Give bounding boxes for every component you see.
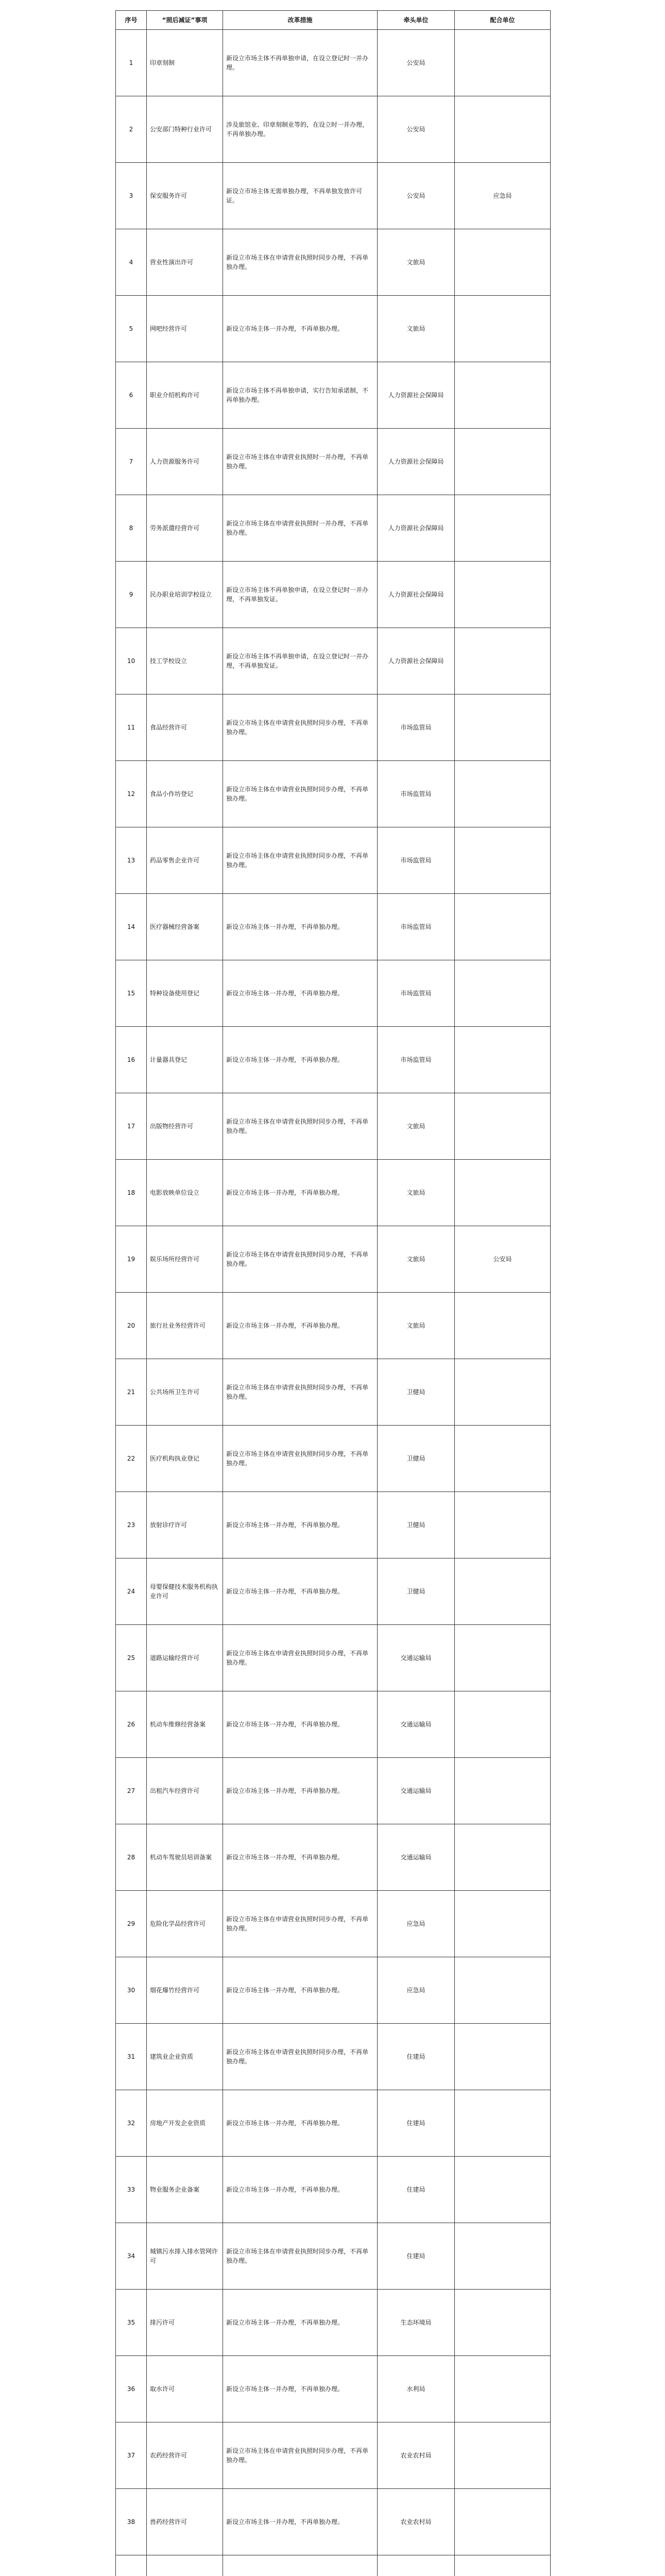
- row-support-dept: [455, 1426, 551, 1492]
- row-item: 公安部门特种行业许可: [147, 96, 223, 163]
- row-support-dept: [455, 1957, 551, 2024]
- row-measure: 新设立市场主体在申请营业执照时同步办理，不再单独办理。: [223, 1891, 378, 1957]
- table-row: [116, 1160, 551, 1226]
- row-measure: 新设立市场主体在申请营业执照时同步办理，不再单独办理。: [223, 2422, 378, 2489]
- row-measure: 新设立市场主体在申请营业执照时同步办理，不再单独办理。: [223, 761, 378, 827]
- row-measure: 新设立市场主体在申请营业执照时同步办理，不再单独办理。: [223, 2024, 378, 2090]
- row-support-dept: [455, 2024, 551, 2090]
- table-row: [116, 1891, 551, 1957]
- row-item: 取水许可: [147, 2356, 223, 2422]
- row-number: 28: [116, 1824, 147, 1891]
- row-lead-dept: 应急局: [378, 1957, 455, 2024]
- row-support-dept: [455, 2356, 551, 2422]
- row-lead-dept: 文旅局: [378, 1293, 455, 1359]
- row-lead-dept: 市场监管局: [378, 960, 455, 1027]
- row-support-dept: [455, 229, 551, 296]
- row-measure: 新设立市场主体一并办理，不再单独办理。: [223, 1957, 378, 2024]
- row-measure: 新设立市场主体在申请营业执照时一并办理，不再单独办理。: [223, 429, 378, 495]
- row-number: 30: [116, 1957, 147, 2024]
- row-lead-dept: 公安局: [378, 163, 455, 229]
- row-lead-dept: 应急局: [378, 1891, 455, 1957]
- row-number: 26: [116, 1691, 147, 1758]
- row-lead-dept: 文旅局: [378, 296, 455, 362]
- row-support-dept: [455, 2290, 551, 2356]
- row-item: 兽药经营许可: [147, 2489, 223, 2555]
- table-row: [116, 2356, 551, 2422]
- row-item: 机动车维修经营备案: [147, 1691, 223, 1758]
- row-lead-dept: 市场监管局: [378, 1027, 455, 1093]
- table-row: [116, 1093, 551, 1160]
- row-measure: 新设立市场主体一并办理，不再单独办理。: [223, 296, 378, 362]
- row-item: 食品小作坊登记: [147, 761, 223, 827]
- row-item: 保安服务许可: [147, 163, 223, 229]
- row-support-dept: [455, 2555, 551, 2576]
- header-item: “照后减证”事项: [147, 11, 223, 30]
- row-support-dept: [455, 429, 551, 495]
- table-row: [116, 894, 551, 960]
- row-support-dept: [455, 960, 551, 1027]
- table-row: [116, 1359, 551, 1426]
- row-support-dept: [455, 2223, 551, 2290]
- row-measure: 新设立市场主体在申请营业执照时一并办理，不再单独办理。: [223, 495, 378, 562]
- table-row: [116, 1625, 551, 1691]
- row-number: 15: [116, 960, 147, 1027]
- row-lead-dept: 水利局: [378, 2356, 455, 2422]
- table-row: [116, 827, 551, 894]
- row-support-dept: [455, 1824, 551, 1891]
- table-row: [116, 1226, 551, 1293]
- row-lead-dept: 人力资源社会保障局: [378, 362, 455, 429]
- row-item: 母婴保健技术服务机构执业许可: [147, 1558, 223, 1625]
- row-number: 7: [116, 429, 147, 495]
- row-number: 23: [116, 1492, 147, 1558]
- table-row: [116, 628, 551, 694]
- table-row: [116, 495, 551, 562]
- row-support-dept: [455, 296, 551, 362]
- row-number: 19: [116, 1226, 147, 1293]
- row-number: 21: [116, 1359, 147, 1426]
- row-lead-dept: 交通运输局: [378, 1758, 455, 1824]
- row-lead-dept: 人力资源社会保障局: [378, 628, 455, 694]
- table-row: [116, 2422, 551, 2489]
- row-lead-dept: 农业农村局: [378, 2422, 455, 2489]
- row-number: 4: [116, 229, 147, 296]
- row-support-dept: [455, 1625, 551, 1691]
- row-support-dept: [455, 2090, 551, 2157]
- row-number: 8: [116, 495, 147, 562]
- table-row: [116, 1558, 551, 1625]
- row-measure: 新设立市场主体在申请营业执照时同步办理，不再单独办理。: [223, 2223, 378, 2290]
- row-lead-dept: 文旅局: [378, 229, 455, 296]
- row-measure: 新设立市场主体一并办理，不再单独办理。: [223, 1758, 378, 1824]
- row-support-dept: [455, 562, 551, 628]
- table-row: [116, 296, 551, 362]
- row-number: 17: [116, 1093, 147, 1160]
- row-item: 食品经营许可: [147, 694, 223, 761]
- row-measure: 新设立市场主体在申请营业执照时同步办理，不再单独办理。: [223, 694, 378, 761]
- table-row: [116, 694, 551, 761]
- row-measure: 新设立市场主体一并办理，不再单独办理。: [223, 1558, 378, 1625]
- row-item: 城镇污水排入排水管网许可: [147, 2223, 223, 2290]
- table-row: [116, 30, 551, 96]
- row-support-dept: [455, 694, 551, 761]
- header-no: 序号: [116, 11, 147, 30]
- row-lead-dept: 交通运输局: [378, 1824, 455, 1891]
- row-support-dept: [455, 2157, 551, 2223]
- row-item: 房地产开发企业资质: [147, 2090, 223, 2157]
- header-lead-dept: 牵头单位: [378, 11, 455, 30]
- row-measure: 新设立市场主体一并办理，不再单独办理。: [223, 1293, 378, 1359]
- row-number: 36: [116, 2356, 147, 2422]
- row-measure: 新设立市场主体在申请营业执照时同步办理，不再单独办理。: [223, 1625, 378, 1691]
- row-lead-dept: 住建局: [378, 2157, 455, 2223]
- row-support-dept: [455, 362, 551, 429]
- header-measure: 改革措施: [223, 11, 378, 30]
- row-item: 排污许可: [147, 2290, 223, 2356]
- table-row: [116, 1957, 551, 2024]
- row-measure: 新设立市场主体一并办理，不再单独办理。: [223, 2356, 378, 2422]
- row-item: 劳务派遣经营许可: [147, 495, 223, 562]
- row-lead-dept: 市场监管局: [378, 827, 455, 894]
- row-item: 公共场所卫生许可: [147, 1359, 223, 1426]
- table-row: [116, 1027, 551, 1093]
- row-support-dept: [455, 1293, 551, 1359]
- row-measure: 新设立市场主体在申请营业执照时同步办理，不再单独办理。: [223, 1226, 378, 1293]
- row-number: 9: [116, 562, 147, 628]
- row-support-dept: [455, 1492, 551, 1558]
- row-lead-dept: 市场监管局: [378, 761, 455, 827]
- row-lead-dept: 公安局: [378, 30, 455, 96]
- row-measure: 新设立市场主体一并办理，不再单独办理。: [223, 2090, 378, 2157]
- row-number: 13: [116, 827, 147, 894]
- row-measure: 新设立市场主体在申请营业执照时同步办理，不再单独办理。: [223, 827, 378, 894]
- row-measure: 新设立市场主体一并办理，不再单独办理。: [223, 894, 378, 960]
- row-lead-dept: 交通运输局: [378, 1625, 455, 1691]
- table-body: [116, 30, 551, 2576]
- row-support-dept: [455, 1891, 551, 1957]
- row-item: 印章刻制: [147, 30, 223, 96]
- row-item: 网吧经营许可: [147, 296, 223, 362]
- row-number: 6: [116, 362, 147, 429]
- row-support-dept: [455, 1558, 551, 1625]
- row-number: 34: [116, 2223, 147, 2290]
- row-measure: 新设立市场主体在申请营业执照时同步办理，不再单独办理。: [223, 1359, 378, 1426]
- row-number: 11: [116, 694, 147, 761]
- row-lead-dept: 生态环境局: [378, 2290, 455, 2356]
- table-row: [116, 2223, 551, 2290]
- row-support-dept: [455, 894, 551, 960]
- row-number: 3: [116, 163, 147, 229]
- row-measure: 新设立市场主体一并办理，不再单独办理。: [223, 2290, 378, 2356]
- row-measure: [223, 2555, 378, 2576]
- row-number: 22: [116, 1426, 147, 1492]
- table-row: [116, 1691, 551, 1758]
- row-measure: 新设立市场主体无需单独办理，不再单独发放许可证。: [223, 163, 378, 229]
- row-item: 旅行社业务经营许可: [147, 1293, 223, 1359]
- row-item: 农药经营许可: [147, 2422, 223, 2489]
- row-support-dept: 应急局: [455, 163, 551, 229]
- row-support-dept: [455, 628, 551, 694]
- row-lead-dept: 市场监管局: [378, 894, 455, 960]
- row-item: 特种设备使用登记: [147, 960, 223, 1027]
- table-row: [116, 1824, 551, 1891]
- row-support-dept: [455, 827, 551, 894]
- row-item: 放射诊疗许可: [147, 1492, 223, 1558]
- row-number: 20: [116, 1293, 147, 1359]
- row-number: 29: [116, 1891, 147, 1957]
- row-lead-dept: 卫健局: [378, 1558, 455, 1625]
- row-number: 12: [116, 761, 147, 827]
- table-row: [116, 163, 551, 229]
- row-lead-dept: 农业农村局: [378, 2489, 455, 2555]
- row-number: 14: [116, 894, 147, 960]
- row-lead-dept: 卫健局: [378, 1492, 455, 1558]
- row-support-dept: 公安局: [455, 1226, 551, 1293]
- row-lead-dept: 卫健局: [378, 1359, 455, 1426]
- row-support-dept: [455, 2422, 551, 2489]
- row-item: 民办职业培训学校设立: [147, 562, 223, 628]
- row-number: 16: [116, 1027, 147, 1093]
- row-lead-dept: 文旅局: [378, 1093, 455, 1160]
- row-lead-dept: 住建局: [378, 2024, 455, 2090]
- table-row: [116, 2290, 551, 2356]
- row-measure: 新设立市场主体一并办理，不再单独办理。: [223, 2489, 378, 2555]
- table-row: [116, 1293, 551, 1359]
- row-number: [116, 2555, 147, 2576]
- row-measure: 新设立市场主体一并办理，不再单独办理。: [223, 1160, 378, 1226]
- table-row: [116, 1758, 551, 1824]
- row-measure: 新设立市场主体在申请营业执照时同步办理，不再单独办理。: [223, 229, 378, 296]
- row-support-dept: [455, 1160, 551, 1226]
- row-measure: 新设立市场主体不再单独申请，在设立登记时一并办理，不再单独发证。: [223, 562, 378, 628]
- table-row: [116, 2024, 551, 2090]
- table-header-row: [116, 11, 551, 30]
- row-number: 18: [116, 1160, 147, 1226]
- table-row: [116, 2090, 551, 2157]
- row-number: 38: [116, 2489, 147, 2555]
- row-item: 道路运输经营许可: [147, 1625, 223, 1691]
- row-support-dept: [455, 495, 551, 562]
- table-row: [116, 2555, 551, 2576]
- row-item: 出版物经营许可: [147, 1093, 223, 1160]
- table-row: [116, 562, 551, 628]
- row-item: [147, 2555, 223, 2576]
- row-measure: 新设立市场主体一并办理，不再单独办理。: [223, 1691, 378, 1758]
- row-number: 2: [116, 96, 147, 163]
- row-support-dept: [455, 1758, 551, 1824]
- reform-table: [115, 10, 551, 2576]
- row-lead-dept: 文旅局: [378, 1226, 455, 1293]
- row-lead-dept: 卫健局: [378, 1426, 455, 1492]
- row-support-dept: [455, 96, 551, 163]
- table-row: [116, 362, 551, 429]
- row-item: 娱乐场所经营许可: [147, 1226, 223, 1293]
- row-item: 建筑业企业资质: [147, 2024, 223, 2090]
- row-item: 营业性演出许可: [147, 229, 223, 296]
- row-item: 烟花爆竹经营许可: [147, 1957, 223, 2024]
- row-number: 35: [116, 2290, 147, 2356]
- row-measure: 新设立市场主体不再单独申请，在设立登记时一并办理。: [223, 30, 378, 96]
- row-lead-dept: 文旅局: [378, 1160, 455, 1226]
- row-support-dept: [455, 1691, 551, 1758]
- row-number: 37: [116, 2422, 147, 2489]
- row-measure: 新设立市场主体一并办理，不再单独办理。: [223, 960, 378, 1027]
- row-number: 1: [116, 30, 147, 96]
- table-row: [116, 229, 551, 296]
- row-measure: 新设立市场主体一并办理，不再单独办理。: [223, 1824, 378, 1891]
- row-measure: 涉及旅馆业、印章刻制业等的，在设立时一并办理，不再单独办理。: [223, 96, 378, 163]
- row-lead-dept: 人力资源社会保障局: [378, 429, 455, 495]
- row-measure: 新设立市场主体在申请营业执照时同步办理，不再单独办理。: [223, 1093, 378, 1160]
- table-row: [116, 1492, 551, 1558]
- row-number: 33: [116, 2157, 147, 2223]
- row-number: 5: [116, 296, 147, 362]
- row-number: 24: [116, 1558, 147, 1625]
- row-item: 出租汽车经营许可: [147, 1758, 223, 1824]
- row-number: 25: [116, 1625, 147, 1691]
- row-item: 危险化学品经营许可: [147, 1891, 223, 1957]
- row-number: 31: [116, 2024, 147, 2090]
- row-lead-dept: 人力资源社会保障局: [378, 495, 455, 562]
- row-support-dept: [455, 2489, 551, 2555]
- row-number: 32: [116, 2090, 147, 2157]
- row-lead-dept: [378, 2555, 455, 2576]
- row-support-dept: [455, 1093, 551, 1160]
- row-lead-dept: 住建局: [378, 2223, 455, 2290]
- row-item: 技工学校设立: [147, 628, 223, 694]
- row-support-dept: [455, 761, 551, 827]
- table-row: [116, 960, 551, 1027]
- table-row: [116, 1426, 551, 1492]
- table-row: [116, 429, 551, 495]
- row-support-dept: [455, 30, 551, 96]
- row-support-dept: [455, 1027, 551, 1093]
- row-measure: 新设立市场主体不再单独申请，在设立登记时一并办理，不再单独发证。: [223, 628, 378, 694]
- row-lead-dept: 市场监管局: [378, 694, 455, 761]
- row-item: 医疗机构执业登记: [147, 1426, 223, 1492]
- row-measure: 新设立市场主体不再单独申请，实行告知承诺制，不再单独办理。: [223, 362, 378, 429]
- row-measure: 新设立市场主体一并办理，不再单独办理。: [223, 1027, 378, 1093]
- row-item: 机动车驾驶员培训备案: [147, 1824, 223, 1891]
- table-row: [116, 2489, 551, 2555]
- row-item: 药品零售企业许可: [147, 827, 223, 894]
- row-item: 计量器具登记: [147, 1027, 223, 1093]
- row-number: 10: [116, 628, 147, 694]
- row-measure: 新设立市场主体在申请营业执照时同步办理，不再单独办理。: [223, 1426, 378, 1492]
- row-item: 电影放映单位设立: [147, 1160, 223, 1226]
- row-measure: 新设立市场主体一并办理，不再单独办理。: [223, 2157, 378, 2223]
- table-row: [116, 761, 551, 827]
- table-row: [116, 2157, 551, 2223]
- row-item: 物业服务企业备案: [147, 2157, 223, 2223]
- row-lead-dept: 人力资源社会保障局: [378, 562, 455, 628]
- row-item: 医疗器械经营备案: [147, 894, 223, 960]
- header-support-dept: 配合单位: [455, 11, 551, 30]
- row-number: 27: [116, 1758, 147, 1824]
- row-lead-dept: 公安局: [378, 96, 455, 163]
- row-lead-dept: 住建局: [378, 2090, 455, 2157]
- row-measure: 新设立市场主体一并办理，不再单独办理。: [223, 1492, 378, 1558]
- row-item: 职业介绍机构许可: [147, 362, 223, 429]
- row-lead-dept: 交通运输局: [378, 1691, 455, 1758]
- table-row: [116, 96, 551, 163]
- row-support-dept: [455, 1359, 551, 1426]
- row-item: 人力资源服务许可: [147, 429, 223, 495]
